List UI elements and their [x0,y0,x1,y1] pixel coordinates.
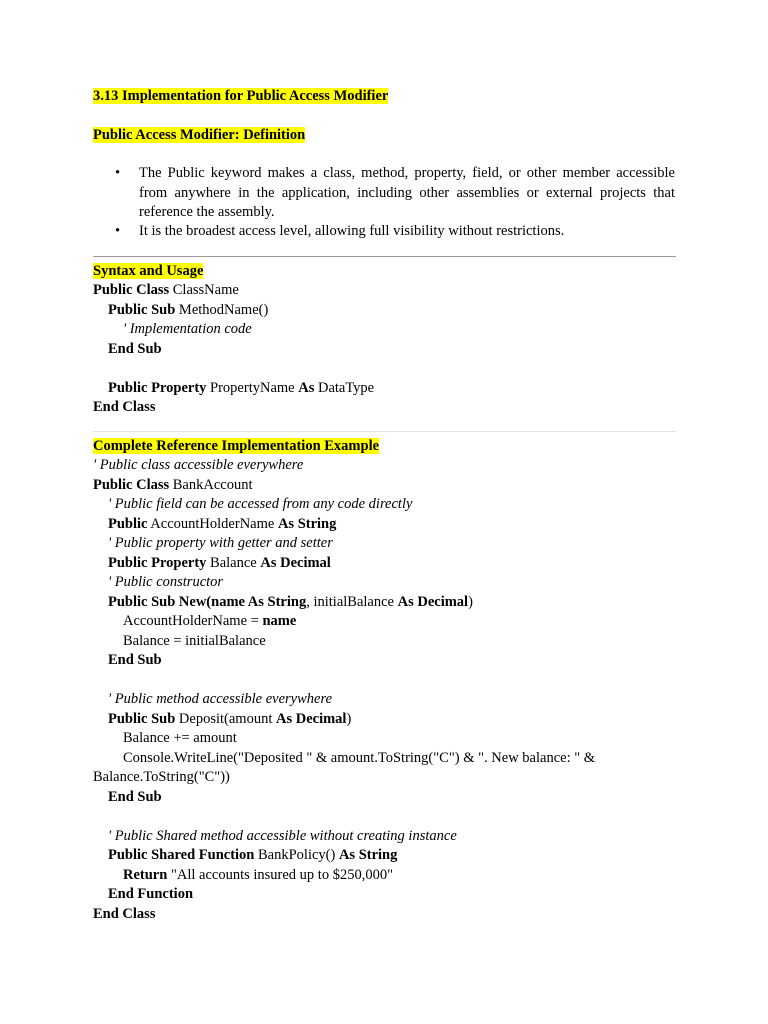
code-line: Return "All accounts insured up to $250,000" [123,866,393,883]
definition-bullet-2: It is the broadest access level, allowing full visibility without restrictions. [139,223,565,239]
divider [93,256,676,257]
bullet-marker: • [115,165,121,181]
code-comment: ' Public class accessible everywhere [93,457,304,473]
bullet-marker: • [115,223,121,239]
code-line: Public Property Balance As Decimal [108,554,331,571]
code-line: Public Sub Deposit(amount As Decimal) [108,710,352,727]
code-comment: ' Public field can be accessed from any code directly [108,496,413,512]
code-line: End Class [93,905,156,922]
code-line: Console.WriteLine("Deposited " & amount.ToString("C") & ". New balance: " & Balance.ToString("C")) [93,749,596,785]
code-comment: ' Public method accessible everywhere [108,691,333,707]
code-line: End Sub [108,340,162,357]
syntax-heading: Syntax and Usage [93,263,204,279]
code-line: Public Class BankAccount [93,476,253,493]
blank-line [93,807,653,827]
code-line: Public Sub MethodName() [108,301,269,318]
code-line: Public Sub New(name As String, initialBalance As Decimal) [108,593,473,610]
blank-line [93,671,653,691]
example-heading: Complete Reference Implementation Example [93,438,380,454]
code-comment: ' Implementation code [123,321,252,337]
syntax-code-block [93,281,653,418]
example-code-block [93,456,653,924]
definition-bullet-1: The Public keyword makes a class, method, property, field, or other member accessible from anywhere in the application, including other assemblies or external projects that reference the assembly. [139,165,675,220]
code-comment: ' Public property with getter and setter [108,535,333,551]
code-line: Public Shared Function BankPolicy() As String [108,847,398,863]
divider [93,431,676,432]
code-line: Public Property PropertyName As DataType [108,379,375,396]
code-line: Balance += amount [123,730,237,746]
code-line: End Function [108,886,194,902]
code-line: End Class [93,399,156,415]
definition-heading: Public Access Modifier: Definition [93,127,306,143]
code-line: AccountHolderName = name [123,613,297,629]
code-line: End Sub [108,788,162,805]
code-line: Balance = initialBalance [123,632,266,649]
code-line: Public Class ClassName [93,282,239,298]
code-comment: ' Public Shared method accessible without creating instance [108,827,457,844]
code-comment: ' Public constructor [108,574,224,590]
code-line: End Sub [108,652,162,668]
blank-line [93,359,653,379]
section-title: 3.13 Implementation for Public Access Modifier [93,88,389,104]
code-line: Public AccountHolderName As String [108,515,337,532]
